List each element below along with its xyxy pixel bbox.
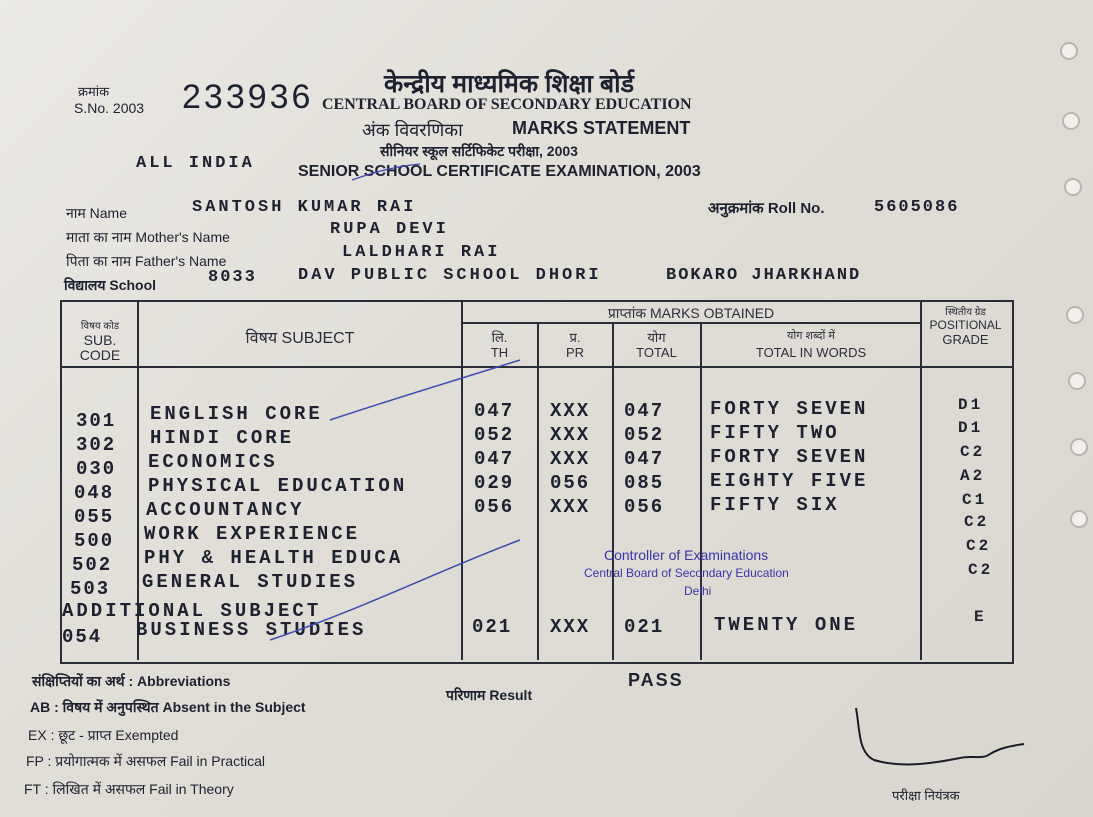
school-label: विद्यालय School [64, 277, 157, 293]
total-marks: 052 [624, 424, 665, 446]
code-header-2: CODE [79, 347, 121, 363]
subject-header: विषय SUBJECT [245, 330, 355, 347]
positional-grade: C2 [960, 443, 986, 461]
pr-header-hindi: प्र. [569, 330, 581, 345]
school-place: BOKARO JHARKHAND [666, 266, 862, 285]
statement-title: MARKS STATEMENT [512, 118, 691, 138]
mother-name-label: माता का नाम Mother's Name [66, 229, 230, 245]
subject-name: WORK EXPERIENCE [144, 523, 361, 545]
grade-header-1: POSITIONAL [929, 318, 1002, 332]
total-marks: 047 [624, 448, 665, 470]
subject-code: 503 [70, 578, 111, 600]
total-in-words: TWENTY ONE [714, 614, 859, 636]
result-value: PASS [628, 670, 684, 690]
marks-obtained-header: प्राप्तांक MARKS OBTAINED [607, 305, 775, 321]
subject-name: PHY & HEALTH EDUCA [144, 547, 404, 569]
name-label: नाम Name [66, 205, 128, 221]
controller-signature [840, 700, 1040, 780]
abbreviation-ft: FT : लिखित में असफल Fail in Theory [24, 781, 234, 797]
th-header: TH [490, 345, 509, 360]
school-code: 8033 [208, 268, 257, 287]
total-header: TOTAL [636, 345, 677, 360]
total-marks: 021 [624, 616, 665, 638]
total-header-hindi: योग [647, 330, 666, 345]
total-in-words: FORTY SEVEN [710, 398, 869, 420]
words-header-hindi: योग शब्दों में [787, 330, 835, 342]
theory-marks: 047 [474, 400, 515, 422]
exam-title-hindi: सीनियर स्कूल सर्टिफिकेट परीक्षा, 2003 [380, 143, 578, 159]
code-header-hindi: विषय कोड [80, 321, 120, 332]
positional-grade: C1 [962, 491, 988, 509]
roll-label: अनुक्रमांक Roll No. [708, 200, 825, 217]
serial-label-hindi: क्रमांक [78, 84, 110, 99]
stamp-title: Controller of Examinations [604, 547, 769, 563]
region: ALL INDIA [136, 154, 255, 173]
practical-marks: XXX [550, 616, 591, 638]
subject-code: 054 [62, 626, 103, 648]
pr-header: PR [565, 345, 585, 360]
code-header-1: SUB. [83, 332, 117, 348]
subject-name: ECONOMICS [148, 451, 278, 473]
positional-grade: E [974, 608, 987, 626]
practical-marks: XXX [550, 400, 591, 422]
theory-marks: 029 [474, 472, 515, 494]
positional-grade: C2 [966, 537, 992, 555]
subject-name: PHYSICAL EDUCATION [148, 475, 408, 497]
total-marks: 085 [624, 472, 665, 494]
subject-code: 500 [74, 530, 115, 552]
father-name: LALDHARI RAI [342, 243, 501, 262]
candidate-name: SANTOSH KUMAR RAI [192, 198, 417, 217]
subject-code: 301 [76, 410, 117, 432]
grade-header-2: GRADE [942, 332, 989, 347]
statement-title-hindi: अंक विवरणिका [362, 120, 463, 140]
practical-marks: XXX [550, 496, 591, 518]
total-in-words: EIGHTY FIVE [710, 470, 869, 492]
practical-marks: XXX [550, 424, 591, 446]
abbreviation-ab: AB : विषय में अनुपस्थित Absent in the Subject [30, 699, 306, 715]
abbreviation-fp: FP : प्रयोगात्मक में असफल Fail in Practical [26, 753, 265, 769]
exam-title: SENIOR SCHOOL CERTIFICATE EXAMINATION, 2003 [298, 163, 701, 180]
positional-grade: D1 [958, 419, 984, 437]
school-name: DAV PUBLIC SCHOOL DHORI [298, 266, 602, 285]
subject-name: ENGLISH CORE [150, 403, 323, 425]
serial-number: 233936 [182, 78, 314, 116]
abbreviations-title: संक्षिप्तियों का अर्थ : Abbreviations [32, 673, 231, 689]
subject-code: 030 [76, 458, 117, 480]
total-marks: 047 [624, 400, 665, 422]
mother-name: RUPA DEVI [330, 220, 449, 239]
result-label: परिणाम Result [446, 687, 533, 703]
total-in-words: FORTY SEVEN [710, 446, 869, 468]
total-marks: 056 [624, 496, 665, 518]
subject-name: BUSINESS STUDIES [136, 619, 367, 641]
stamp-organisation: Central Board of Secondary Education [584, 566, 789, 580]
total-in-words: FIFTY SIX [710, 494, 840, 516]
positional-grade: D1 [958, 396, 984, 414]
father-name-label: पिता का नाम Father's Name [66, 253, 227, 269]
abbreviation-ex: EX : छूट - प्राप्त Exempted [28, 727, 179, 743]
practical-marks: 056 [550, 472, 591, 494]
practical-marks: XXX [550, 448, 591, 470]
subject-name: ACCOUNTANCY [146, 499, 305, 521]
positional-grade: C2 [964, 513, 990, 531]
additional-subject-label: ADDITIONAL SUBJECT [62, 600, 322, 622]
theory-marks: 056 [474, 496, 515, 518]
stamp-city: Delhi [684, 584, 712, 598]
subject-code: 302 [76, 434, 117, 456]
subject-code: 055 [74, 506, 115, 528]
serial-label: S.No. 2003 [74, 100, 145, 116]
signatory-title: परीक्षा नियंत्रक [892, 788, 960, 803]
board-name: CENTRAL BOARD OF SECONDARY EDUCATION [322, 96, 692, 113]
board-name-hindi: केन्द्रीय माध्यमिक शिक्षा बोर्ड [384, 70, 634, 98]
subject-code: 048 [74, 482, 115, 504]
th-header-hindi: लि. [491, 330, 508, 345]
words-header: TOTAL IN WORDS [755, 345, 867, 360]
roll-number: 5605086 [874, 198, 960, 217]
theory-marks: 052 [474, 424, 515, 446]
theory-marks: 047 [474, 448, 515, 470]
subject-name: HINDI CORE [150, 427, 295, 449]
positional-grade: A2 [960, 467, 986, 485]
subject-name: GENERAL STUDIES [142, 571, 359, 593]
positional-grade: C2 [968, 561, 994, 579]
total-in-words: FIFTY TWO [710, 422, 840, 444]
theory-marks: 021 [472, 616, 513, 638]
grade-header-hindi: स्थितीय ग्रेड [945, 307, 986, 318]
subject-code: 502 [72, 554, 113, 576]
